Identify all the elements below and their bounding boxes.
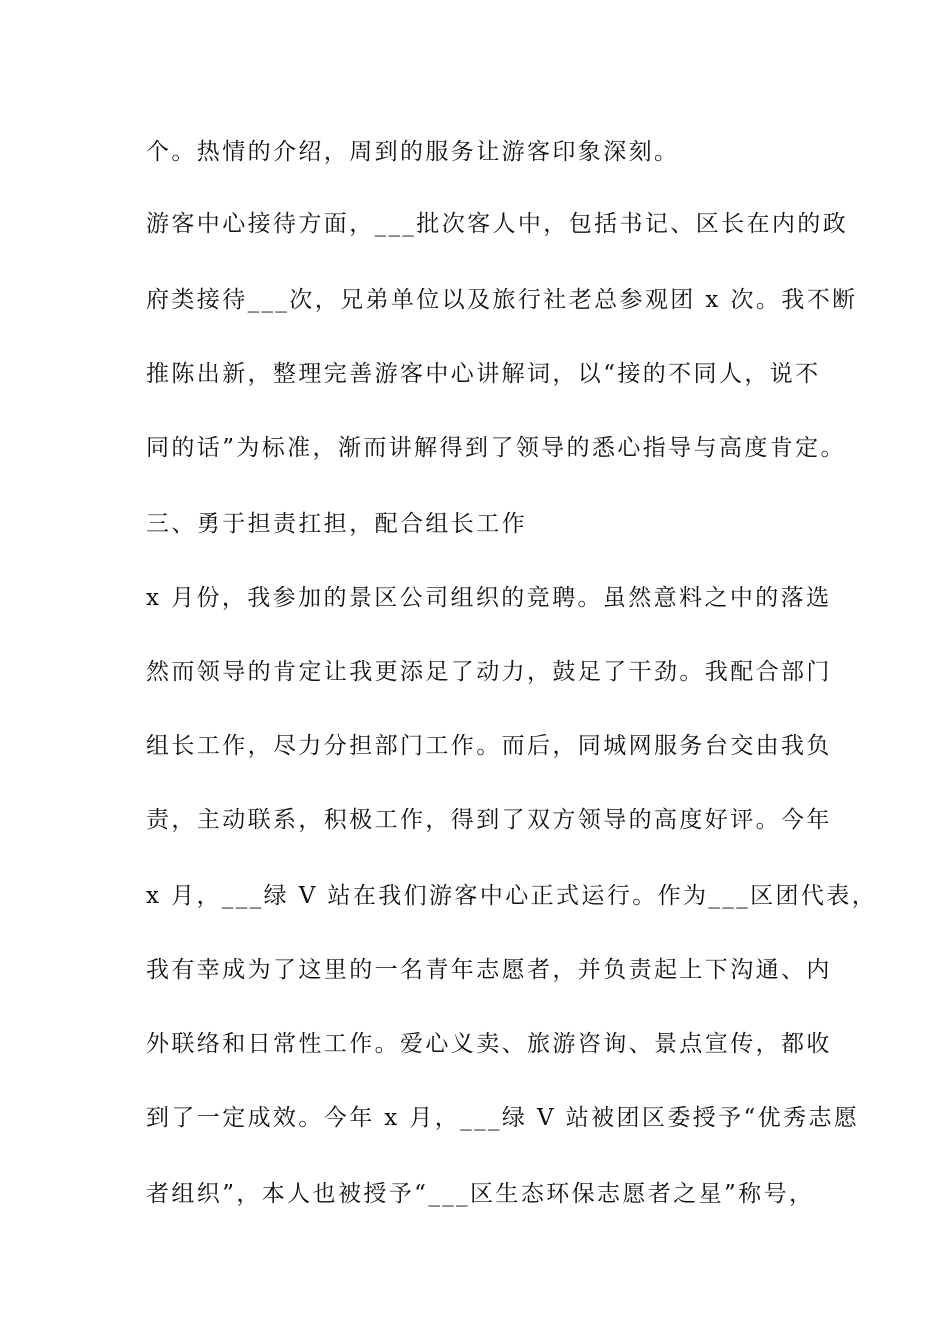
paragraph-line: 然而领导的肯定让我更添足了动力，鼓足了干劲。我配合部门: [146, 659, 832, 685]
paragraph-line: 组长工作，尽力分担部门工作。而后，同城网服务台交由我负: [146, 733, 832, 759]
paragraph-line: 责，主动联系，积极工作，得到了双方领导的高度好评。今年: [146, 807, 832, 833]
paragraph-line: 我有幸成为了这里的一名青年志愿者，并负责起上下沟通、内: [146, 957, 832, 983]
paragraph-line: x 月，___绿 V 站在我们游客中心正式运行。作为___区团代表，: [146, 883, 878, 909]
paragraph-line: 同的话”为标准，渐而讲解得到了领导的悉心指导与高度肯定。: [146, 435, 846, 461]
paragraph-line: 游客中心接待方面，___批次客人中，包括书记、区长在内的政: [146, 211, 849, 237]
section-heading: 三、勇于担责扛担，配合组长工作: [146, 511, 527, 537]
paragraph-line: 府类接待___次，兄弟单位以及旅行社老总参观团 x 次。我不断: [146, 287, 858, 313]
paragraph-line: 到了一定成效。今年 x 月，___绿 V 站被团区委授予“优秀志愿: [146, 1105, 860, 1131]
paragraph-line: 外联络和日常性工作。爱心义卖、旅游咨询、景点宣传，都收: [146, 1031, 832, 1057]
paragraph-line: 者组织”，本人也被授予“___区生态环保志愿者之星”称号，: [146, 1181, 815, 1207]
paragraph-line: 推陈出新，整理完善游客中心讲解词，以“接的不同人，说不: [146, 361, 821, 387]
paragraph-line: x 月份，我参加的景区公司组织的竞聘。虽然意料之中的落选: [146, 585, 832, 611]
paragraph-line: 个。热情的介绍，周到的服务让游客印象深刻。: [146, 139, 680, 165]
